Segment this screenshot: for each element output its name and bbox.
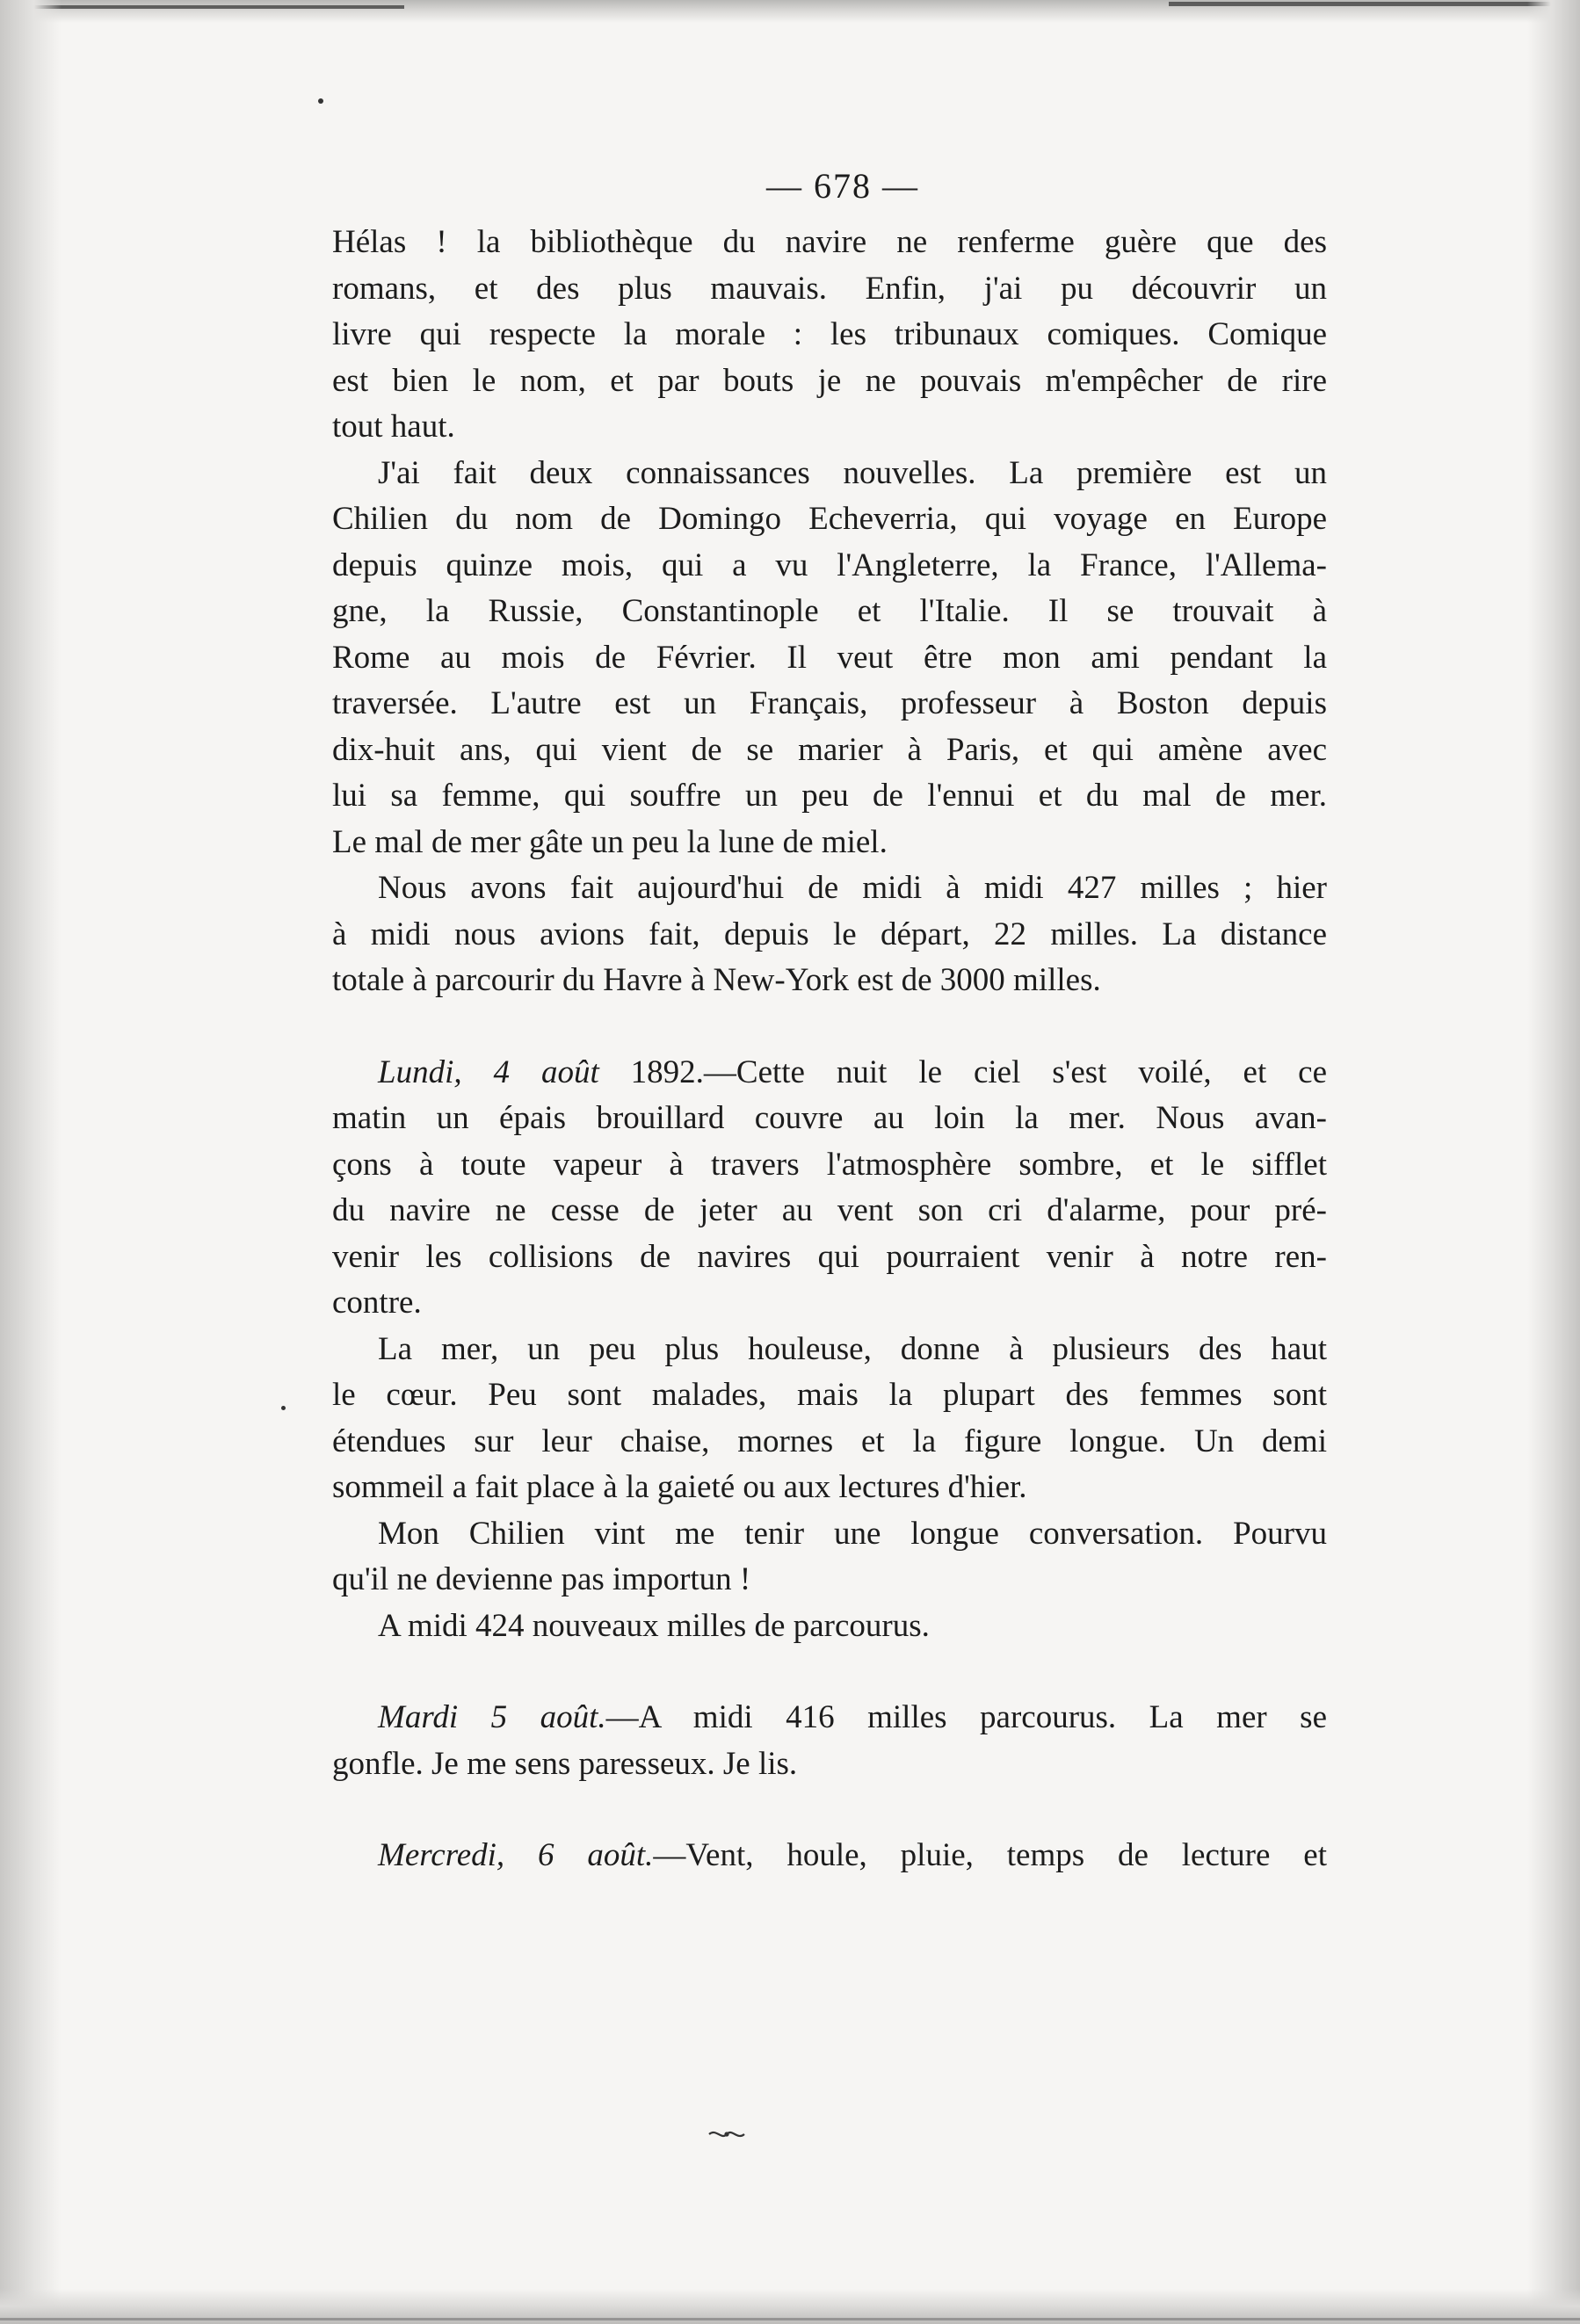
entry-text: —Vent, houle, pluie, temps de lecture et: [653, 1837, 1327, 1873]
text-line: totale à parcourir du Havre à New-York est de 3000 milles.: [332, 962, 1101, 998]
text-line: venir les collisions de navires qui pourraient venir à notre ren-: [332, 1238, 1327, 1275]
text-line: tout haut.: [332, 409, 455, 445]
paragraph: [332, 1511, 1327, 1604]
text-line: romans, et des plus mauvais. Enfin, j'ai pu découvrir un: [332, 270, 1327, 307]
text-line: gonfle. Je me sens paresseux. Je lis.: [332, 1745, 798, 1782]
text-line: le cœur. Peu sont malades, mais la plupart des femmes sont: [332, 1377, 1327, 1413]
text-line: Hélas ! la bibliothèque du navire ne renferme guère que des: [332, 224, 1327, 260]
entry-date: Mardi 5 août.: [378, 1699, 606, 1735]
text-line: dix-huit ans, qui vient de se marier à Paris, et qui amène avec: [332, 731, 1327, 768]
text-line: du navire ne cesse de jeter au vent son cri d'alarme, pour pré-: [332, 1192, 1327, 1228]
body-text: [332, 220, 1327, 1879]
text-line: contre.: [332, 1285, 422, 1321]
paragraph: [332, 1327, 1327, 1511]
ink-speck: [318, 98, 323, 104]
text-line: [332, 1695, 1327, 1741]
scan-edge-bottom-line: [0, 2318, 1580, 2320]
text-line: [332, 1050, 1327, 1097]
text-line: à midi nous avions fait, depuis le départ, 22 milles. La distance: [332, 916, 1327, 952]
diary-entry: [332, 1833, 1327, 1879]
printer-ornament-icon: [707, 2125, 746, 2144]
section-gap: [332, 1787, 1327, 1833]
text-line: Rome au mois de Février. Il veut être mon ami pendant la: [332, 639, 1327, 676]
text-line: La mer, un peu plus houleuse, donne à plusieurs des haut: [378, 1330, 1327, 1367]
text-line: est bien le nom, et par bouts je ne pouvais m'empêcher de rire: [332, 362, 1327, 399]
text-line: A midi 424 nouveaux milles de parcourus.: [378, 1607, 930, 1644]
diary-entry: [332, 1695, 1327, 1787]
text-line: çons à toute vapeur à travers l'atmosphère sombre, et le sifflet: [332, 1146, 1327, 1183]
entry-text: 1892.—Cette nuit le ciel s'est voilé, et ce: [598, 1053, 1327, 1090]
text-line: qu'il ne devienne pas importun !: [332, 1561, 751, 1597]
text-line: depuis quinze mois, qui a vu l'Angleterre, la France, l'Allema-: [332, 547, 1327, 583]
text-line: Chilien du nom de Domingo Echeverria, qui voyage en Europe: [332, 501, 1327, 537]
text-line: livre qui respecte la morale : les tribunaux comiques. Comique: [332, 316, 1327, 352]
text-line: [332, 1833, 1327, 1879]
paragraph: [332, 1604, 1327, 1650]
paragraph: [332, 865, 1327, 1004]
section-gap: [332, 1649, 1327, 1695]
section-gap: [332, 1004, 1327, 1050]
text-line: Nous avons fait aujourd'hui de midi à midi 427 milles ; hier: [378, 870, 1327, 906]
text-line: matin un épais brouillard couvre au loin la mer. Nous avan-: [332, 1100, 1327, 1136]
entry-text: —A midi 416 milles parcourus. La mer se: [605, 1699, 1327, 1735]
text-line: J'ai fait deux connaissances nouvelles. La première est un: [378, 454, 1327, 491]
scan-edge-left: [0, 0, 62, 2324]
text-line: étendues sur leur chaise, mornes et la figure longue. Un demi: [332, 1423, 1327, 1459]
text-line: Mon Chilien vint me tenir une longue conversation. Pourvu: [378, 1515, 1327, 1552]
paragraph: [332, 451, 1327, 866]
text-line: gne, la Russie, Constantinople et l'Italie. Il se trouvait à: [332, 593, 1327, 629]
entry-date: Lundi, 4 août: [378, 1053, 599, 1090]
paragraph: [332, 220, 1327, 451]
ink-speck: [281, 1406, 286, 1410]
scan-edge-line-right: [1169, 2, 1580, 6]
text-line: sommeil a fait place à la gaieté ou aux lectures d'hier.: [332, 1469, 1027, 1505]
text-line: traversée. L'autre est un Français, professeur à Boston depuis: [332, 685, 1327, 721]
page-number: — 678 —: [766, 166, 919, 206]
scan-edge-right: [1527, 0, 1580, 2324]
text-line: lui sa femme, qui souffre un peu de l'ennui et du mal de mer.: [332, 778, 1327, 814]
entry-date: Mercredi, 6 août.: [378, 1837, 654, 1873]
text-line: Le mal de mer gâte un peu la lune de miel.: [332, 823, 888, 860]
diary-entry: [332, 1050, 1327, 1327]
